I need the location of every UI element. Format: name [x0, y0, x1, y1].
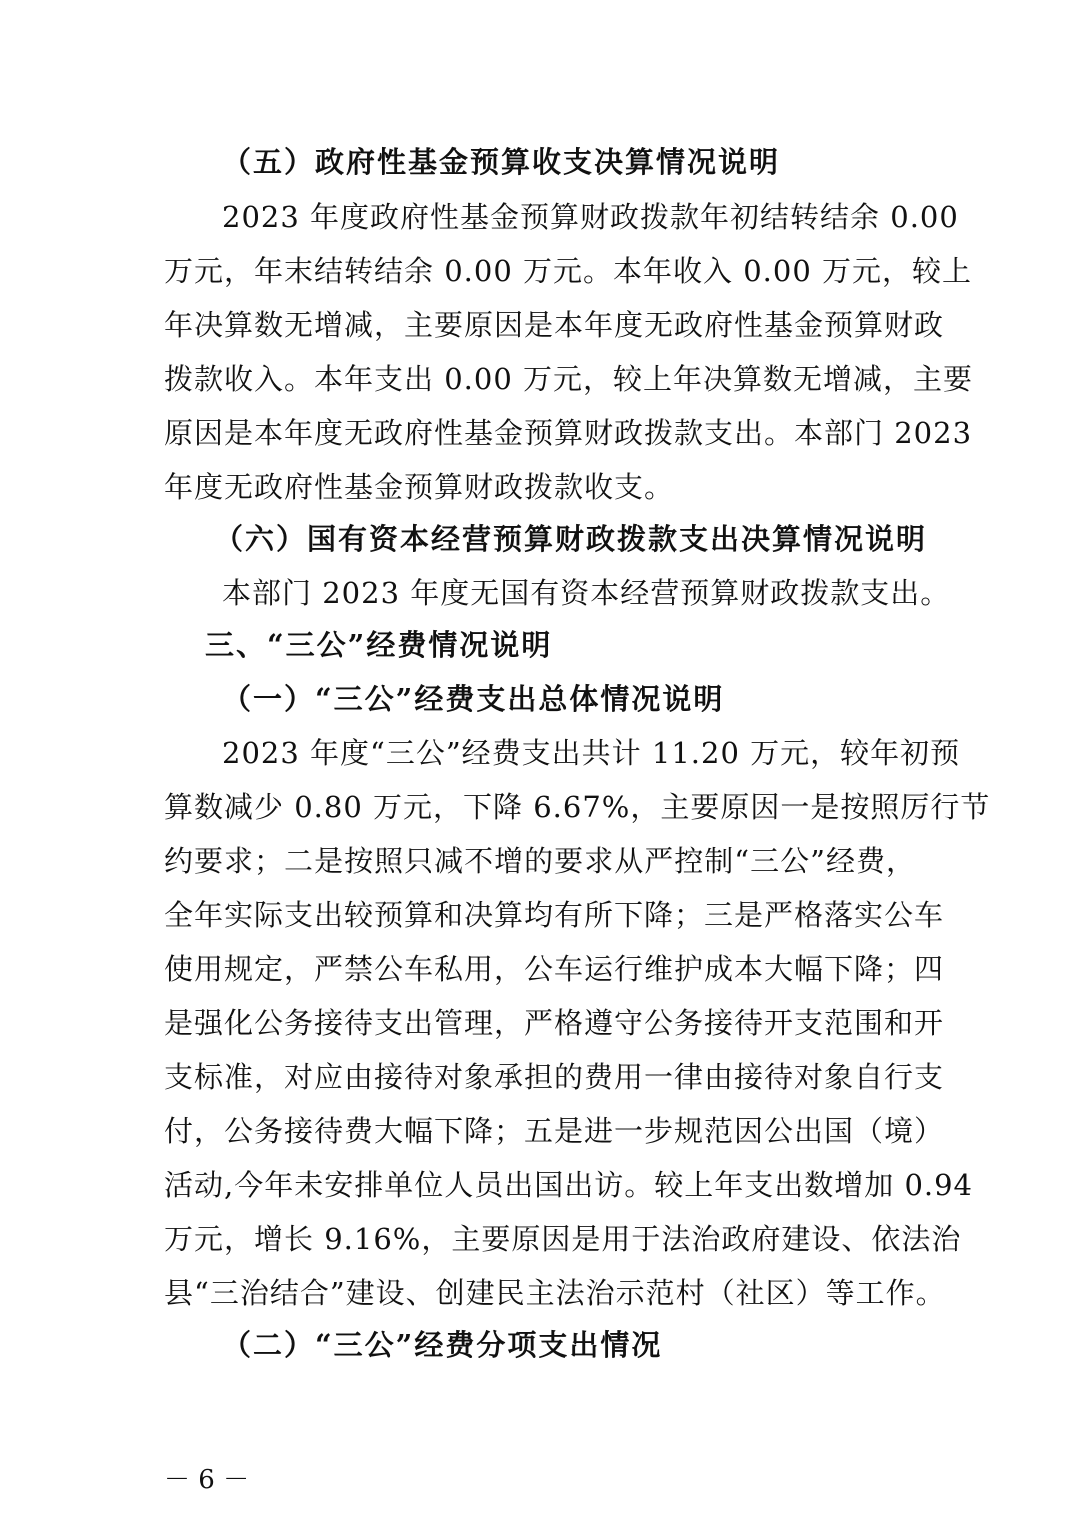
paragraph-line: 支标准，对应由接待对象承担的费用一律由接待对象自行支	[164, 1060, 945, 1094]
section-6-heading: （六）国有资本经营预算财政拨款支出决算情况说明	[214, 522, 928, 556]
paragraph-line: 是强化公务接待支出管理，严格遵守公务接待开支范围和开	[164, 1006, 945, 1040]
paragraph-line: 拨款收入。本年支出 0.00 万元，较上年决算数无增减，主要	[164, 362, 974, 396]
paragraph-line: 算数减少 0.80 万元，下降 6.67%，主要原因一是按照厉行节	[164, 790, 991, 824]
paragraph-line: 全年实际支出较预算和决算均有所下降；三是严格落实公车	[164, 898, 945, 932]
paragraph-line: 活动,今年未安排单位人员出国出访。较上年支出数增加 0.94	[164, 1168, 974, 1202]
paragraph-line: 付，公务接待费大幅下降；五是进一步规范因公出国（境）	[164, 1114, 945, 1148]
paragraph-line: 年决算数无增减，主要原因是本年度无政府性基金预算财政	[164, 308, 945, 342]
paragraph-line: 2023 年度政府性基金预算财政拨款年初结转结余 0.00	[222, 200, 959, 234]
paragraph-line: 原因是本年度无政府性基金预算财政拨款支出。本部门 2023	[164, 416, 973, 450]
paragraph-line: 使用规定，严禁公车私用，公车运行维护成本大幅下降；四	[164, 952, 945, 986]
paragraph-line: 县“三治结合”建设、创建民主法治示范村（社区）等工作。	[164, 1276, 946, 1310]
paragraph-line: 约要求；二是按照只减不增的要求从严控制“三公”经费，	[164, 844, 916, 878]
part-3-title: 三、“三公”经费情况说明	[205, 628, 553, 662]
subsection-1-heading: （一）“三公”经费支出总体情况说明	[222, 682, 725, 716]
paragraph-line: 万元，年末结转结余 0.00 万元。本年收入 0.00 万元，较上	[164, 254, 973, 288]
paragraph-line: 年度无政府性基金预算财政拨款收支。	[164, 470, 675, 504]
page-number: － 6 －	[164, 1465, 250, 1495]
paragraph-line: 2023 年度“三公”经费支出共计 11.20 万元，较年初预	[222, 736, 961, 770]
paragraph-line: 本部门 2023 年度无国有资本经营预算财政拨款支出。	[222, 576, 951, 610]
paragraph-line: 万元，增长 9.16%，主要原因是用于法治政府建设、依法治	[164, 1222, 962, 1256]
subsection-2-heading: （二）“三公”经费分项支出情况	[222, 1328, 663, 1362]
section-5-heading: （五）政府性基金预算收支决算情况说明	[222, 145, 781, 179]
